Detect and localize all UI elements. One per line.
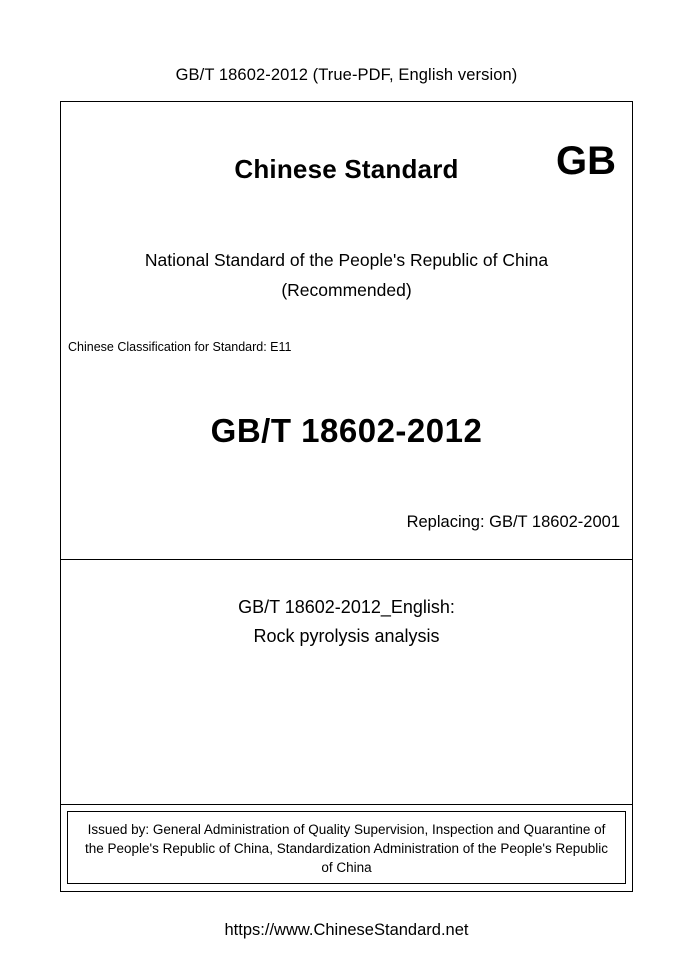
- standard-number: GB/T 18602-2012: [210, 412, 483, 449]
- english-title: Rock pyrolysis analysis: [253, 626, 440, 646]
- page-title: GB/T 18602-2012 (True-PDF, English version): [175, 66, 518, 84]
- recommended-label: (Recommended): [281, 280, 412, 300]
- cover-title-section: [61, 560, 632, 805]
- footer-url[interactable]: https://www.ChineseStandard.net: [224, 921, 469, 939]
- classification-code: Chinese Classification for Standard: E11: [68, 340, 292, 354]
- standard-title: Chinese Standard: [234, 154, 459, 184]
- gb-logo: GB: [556, 139, 616, 183]
- national-standard-line: National Standard of the People's Republic of China: [144, 250, 549, 270]
- cover-frame: [60, 101, 633, 892]
- english-title-prefix: GB/T 18602-2012_English:: [238, 597, 455, 617]
- cover-issuer-section: [61, 805, 632, 890]
- replacing-standard: Replacing: GB/T 18602-2001: [406, 513, 620, 531]
- issued-by-text: Issued by: General Administration of Quality Supervision, Inspection and Quarantine of the People's Republic of China, Standardization Administration of the People's Republic of China: [67, 811, 626, 884]
- cover-top-section: [61, 102, 632, 560]
